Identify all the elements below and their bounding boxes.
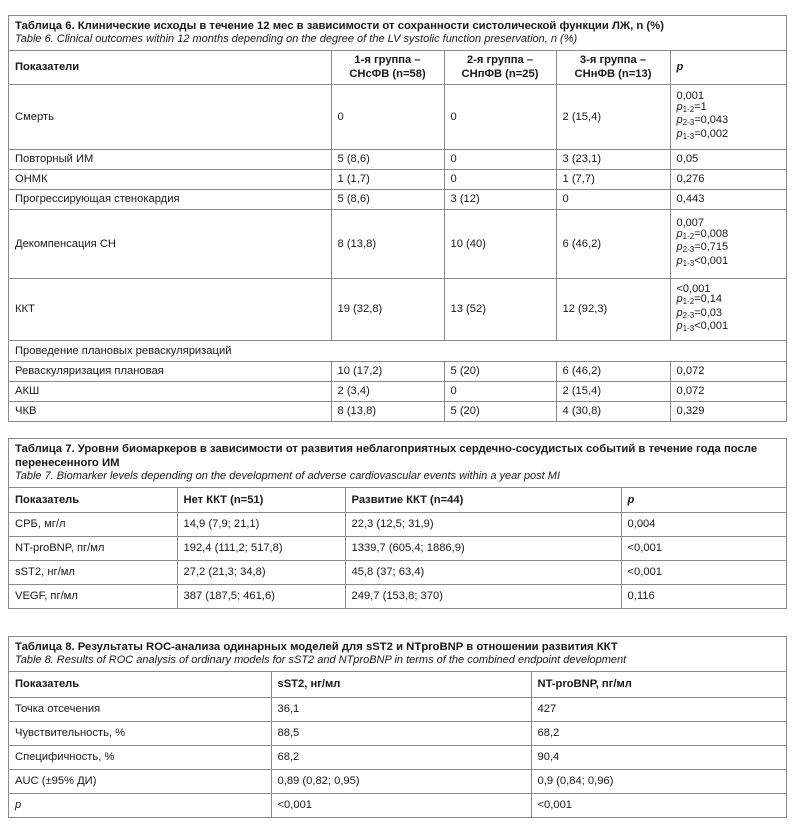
cell: 8 (13,8) [331, 209, 444, 278]
cell: 0,276 [670, 169, 786, 189]
table-row [9, 721, 786, 745]
table-6 [8, 15, 787, 422]
cell: 192,4 (111,2; 517,8) [177, 536, 345, 560]
table-row [9, 149, 786, 169]
table-7-title-en: Table 7. Biomarker levels depending on the development of adverse cardiovascular events within a year post MI [15, 470, 561, 482]
cell: 0 [444, 169, 556, 189]
table-6-caption [9, 16, 786, 51]
cell: 45,8 (37; 63,4) [345, 560, 621, 584]
cell: СРБ, мг/л [9, 512, 177, 536]
cell: Точка отсечения [9, 697, 271, 721]
table-8-grid [9, 672, 786, 817]
cell: 2 (15,4) [556, 381, 670, 401]
cell: Прогрессирующая стенокардия [9, 189, 331, 209]
cell: 36,1 [271, 697, 531, 721]
table-row [9, 278, 786, 340]
column-header: 2-я группа – СНпФВ (n=25) [444, 51, 556, 84]
column-header: Показатель [9, 672, 271, 697]
cell: 5 (20) [444, 361, 556, 381]
cell: 3 (12) [444, 189, 556, 209]
cell: Реваскуляризация плановая [9, 361, 331, 381]
cell: <0,001 [531, 793, 786, 817]
cell: 5 (8,6) [331, 149, 444, 169]
cell: <0,001 [621, 560, 786, 584]
cell: 68,2 [271, 745, 531, 769]
column-header: NT-proBNP, пг/мл [531, 672, 786, 697]
cell: 0 [444, 381, 556, 401]
table-6-title-ru: Таблица 6. Клинические исходы в течение 12 мес в зависимости от сохранности систолической функции ЛЖ, n (%) [15, 20, 664, 32]
table-row [9, 401, 786, 421]
column-header: Нет ККТ (n=51) [177, 488, 345, 512]
table-row [9, 189, 786, 209]
table-row [9, 793, 786, 817]
table-row [9, 536, 786, 560]
table-header-row [9, 672, 786, 697]
table-row [9, 769, 786, 793]
table-row [9, 512, 786, 536]
cell-p: <0,001 $p_{1-2}=0,14$ $p_{2-3}=0,03$ $p_{1-3}<0,001$ [670, 278, 786, 340]
cell: 0,05 [670, 149, 786, 169]
cell: Специфичность, % [9, 745, 271, 769]
cell: 68,2 [531, 721, 786, 745]
cell: 0,072 [670, 361, 786, 381]
table-row [9, 560, 786, 584]
cell: Декомпенсация СН [9, 209, 331, 278]
cell: 0,116 [621, 584, 786, 608]
cell: 8 (13,8) [331, 401, 444, 421]
table-row [9, 169, 786, 189]
table-6-grid [9, 51, 786, 421]
table-header-row [9, 51, 786, 84]
cell-p: 0,001 $p_{1-2}=1$ $p_{2-3}=0,043$ $p_{1-3}=0,002$ [670, 84, 786, 149]
cell: 27,2 (21,3; 34,8) [177, 560, 345, 584]
cell: ККТ [9, 278, 331, 340]
cell: 88,5 [271, 721, 531, 745]
column-header: Показатель [9, 488, 177, 512]
table-row [9, 381, 786, 401]
cell: 0,004 [621, 512, 786, 536]
table-header-row [9, 488, 786, 512]
table-row [9, 209, 786, 278]
cell-p: 0,007 $p_{1-2}=0,008$ $p_{2-3}=0,715$ $p_{1-3}<0,001$ [670, 209, 786, 278]
cell: AUC (±95% ДИ) [9, 769, 271, 793]
cell: 0 [444, 149, 556, 169]
table-7-grid [9, 488, 786, 608]
table-8 [8, 636, 787, 818]
cell: 427 [531, 697, 786, 721]
cell: 10 (17,2) [331, 361, 444, 381]
cell: 249,7 (153,8; 370) [345, 584, 621, 608]
cell: 2 (15,4) [556, 84, 670, 149]
cell: Чувствительность, % [9, 721, 271, 745]
column-header: p [621, 488, 786, 512]
cell: 2 (3,4) [331, 381, 444, 401]
table-row [9, 84, 786, 149]
cell: 0,443 [670, 189, 786, 209]
cell: 0,329 [670, 401, 786, 421]
cell: Повторный ИМ [9, 149, 331, 169]
column-header: sST2, нг/мл [271, 672, 531, 697]
cell: 90,4 [531, 745, 786, 769]
table-6-title-en: Table 6. Clinical outcomes within 12 months depending on the degree of the LV systolic function preservation, n (%) [15, 33, 578, 45]
table-row [9, 697, 786, 721]
table-8-title-ru: Таблица 8. Результаты ROC-анализа одинарных моделей для sST2 и NTproBNP в отношении развития ККТ [15, 641, 618, 653]
cell: 0 [444, 84, 556, 149]
table-7-title-ru: Таблица 7. Уровни биомаркеров в зависимости от развития неблагоприятных сердечно-сосудистых событий в течение года после перенесенного ИМ [15, 443, 758, 469]
cell: sST2, нг/мл [9, 560, 177, 584]
cell: 6 (46,2) [556, 361, 670, 381]
cell: 19 (32,8) [331, 278, 444, 340]
cell: <0,001 [621, 536, 786, 560]
cell: 22,3 (12,5; 31,9) [345, 512, 621, 536]
column-header: 3-я группа – СНнФВ (n=13) [556, 51, 670, 84]
table-8-title-en: Table 8. Results of ROC analysis of ordinary models for sST2 and NTproBNP in terms of the combined endpoint development [15, 654, 627, 666]
cell: Смерть [9, 84, 331, 149]
table-row [9, 361, 786, 381]
cell: 13 (52) [444, 278, 556, 340]
cell: ОНМК [9, 169, 331, 189]
cell: 14,9 (7,9; 21,1) [177, 512, 345, 536]
cell: 4 (30,8) [556, 401, 670, 421]
cell: 0,072 [670, 381, 786, 401]
table-8-caption [9, 637, 786, 672]
table-section-row [9, 340, 786, 361]
cell: 1 (7,7) [556, 169, 670, 189]
cell: 12 (92,3) [556, 278, 670, 340]
table-7-caption [9, 439, 786, 488]
cell: 0 [556, 189, 670, 209]
cell: VEGF, пг/мл [9, 584, 177, 608]
cell: ЧКВ [9, 401, 331, 421]
cell: 5 (20) [444, 401, 556, 421]
cell: 0 [331, 84, 444, 149]
cell: 5 (8,6) [331, 189, 444, 209]
cell: p [9, 793, 271, 817]
column-header: Показатели [9, 51, 331, 84]
cell: 387 (187,5; 461,6) [177, 584, 345, 608]
column-header: 1-я группа – СНсФВ (n=58) [331, 51, 444, 84]
cell: 6 (46,2) [556, 209, 670, 278]
cell: <0,001 [271, 793, 531, 817]
cell: 3 (23,1) [556, 149, 670, 169]
cell: 0,89 (0,82; 0,95) [271, 769, 531, 793]
cell: 0,9 (0,84; 0,96) [531, 769, 786, 793]
section-label: Проведение плановых реваскуляризаций [9, 340, 786, 361]
column-header: p [670, 51, 786, 84]
table-7 [8, 438, 787, 609]
cell: 1339,7 (605,4; 1886,9) [345, 536, 621, 560]
cell: 10 (40) [444, 209, 556, 278]
column-header: Развитие ККТ (n=44) [345, 488, 621, 512]
cell: 1 (1,7) [331, 169, 444, 189]
cell: NT-proBNP, пг/мл [9, 536, 177, 560]
table-row [9, 584, 786, 608]
cell: АКШ [9, 381, 331, 401]
table-row [9, 745, 786, 769]
